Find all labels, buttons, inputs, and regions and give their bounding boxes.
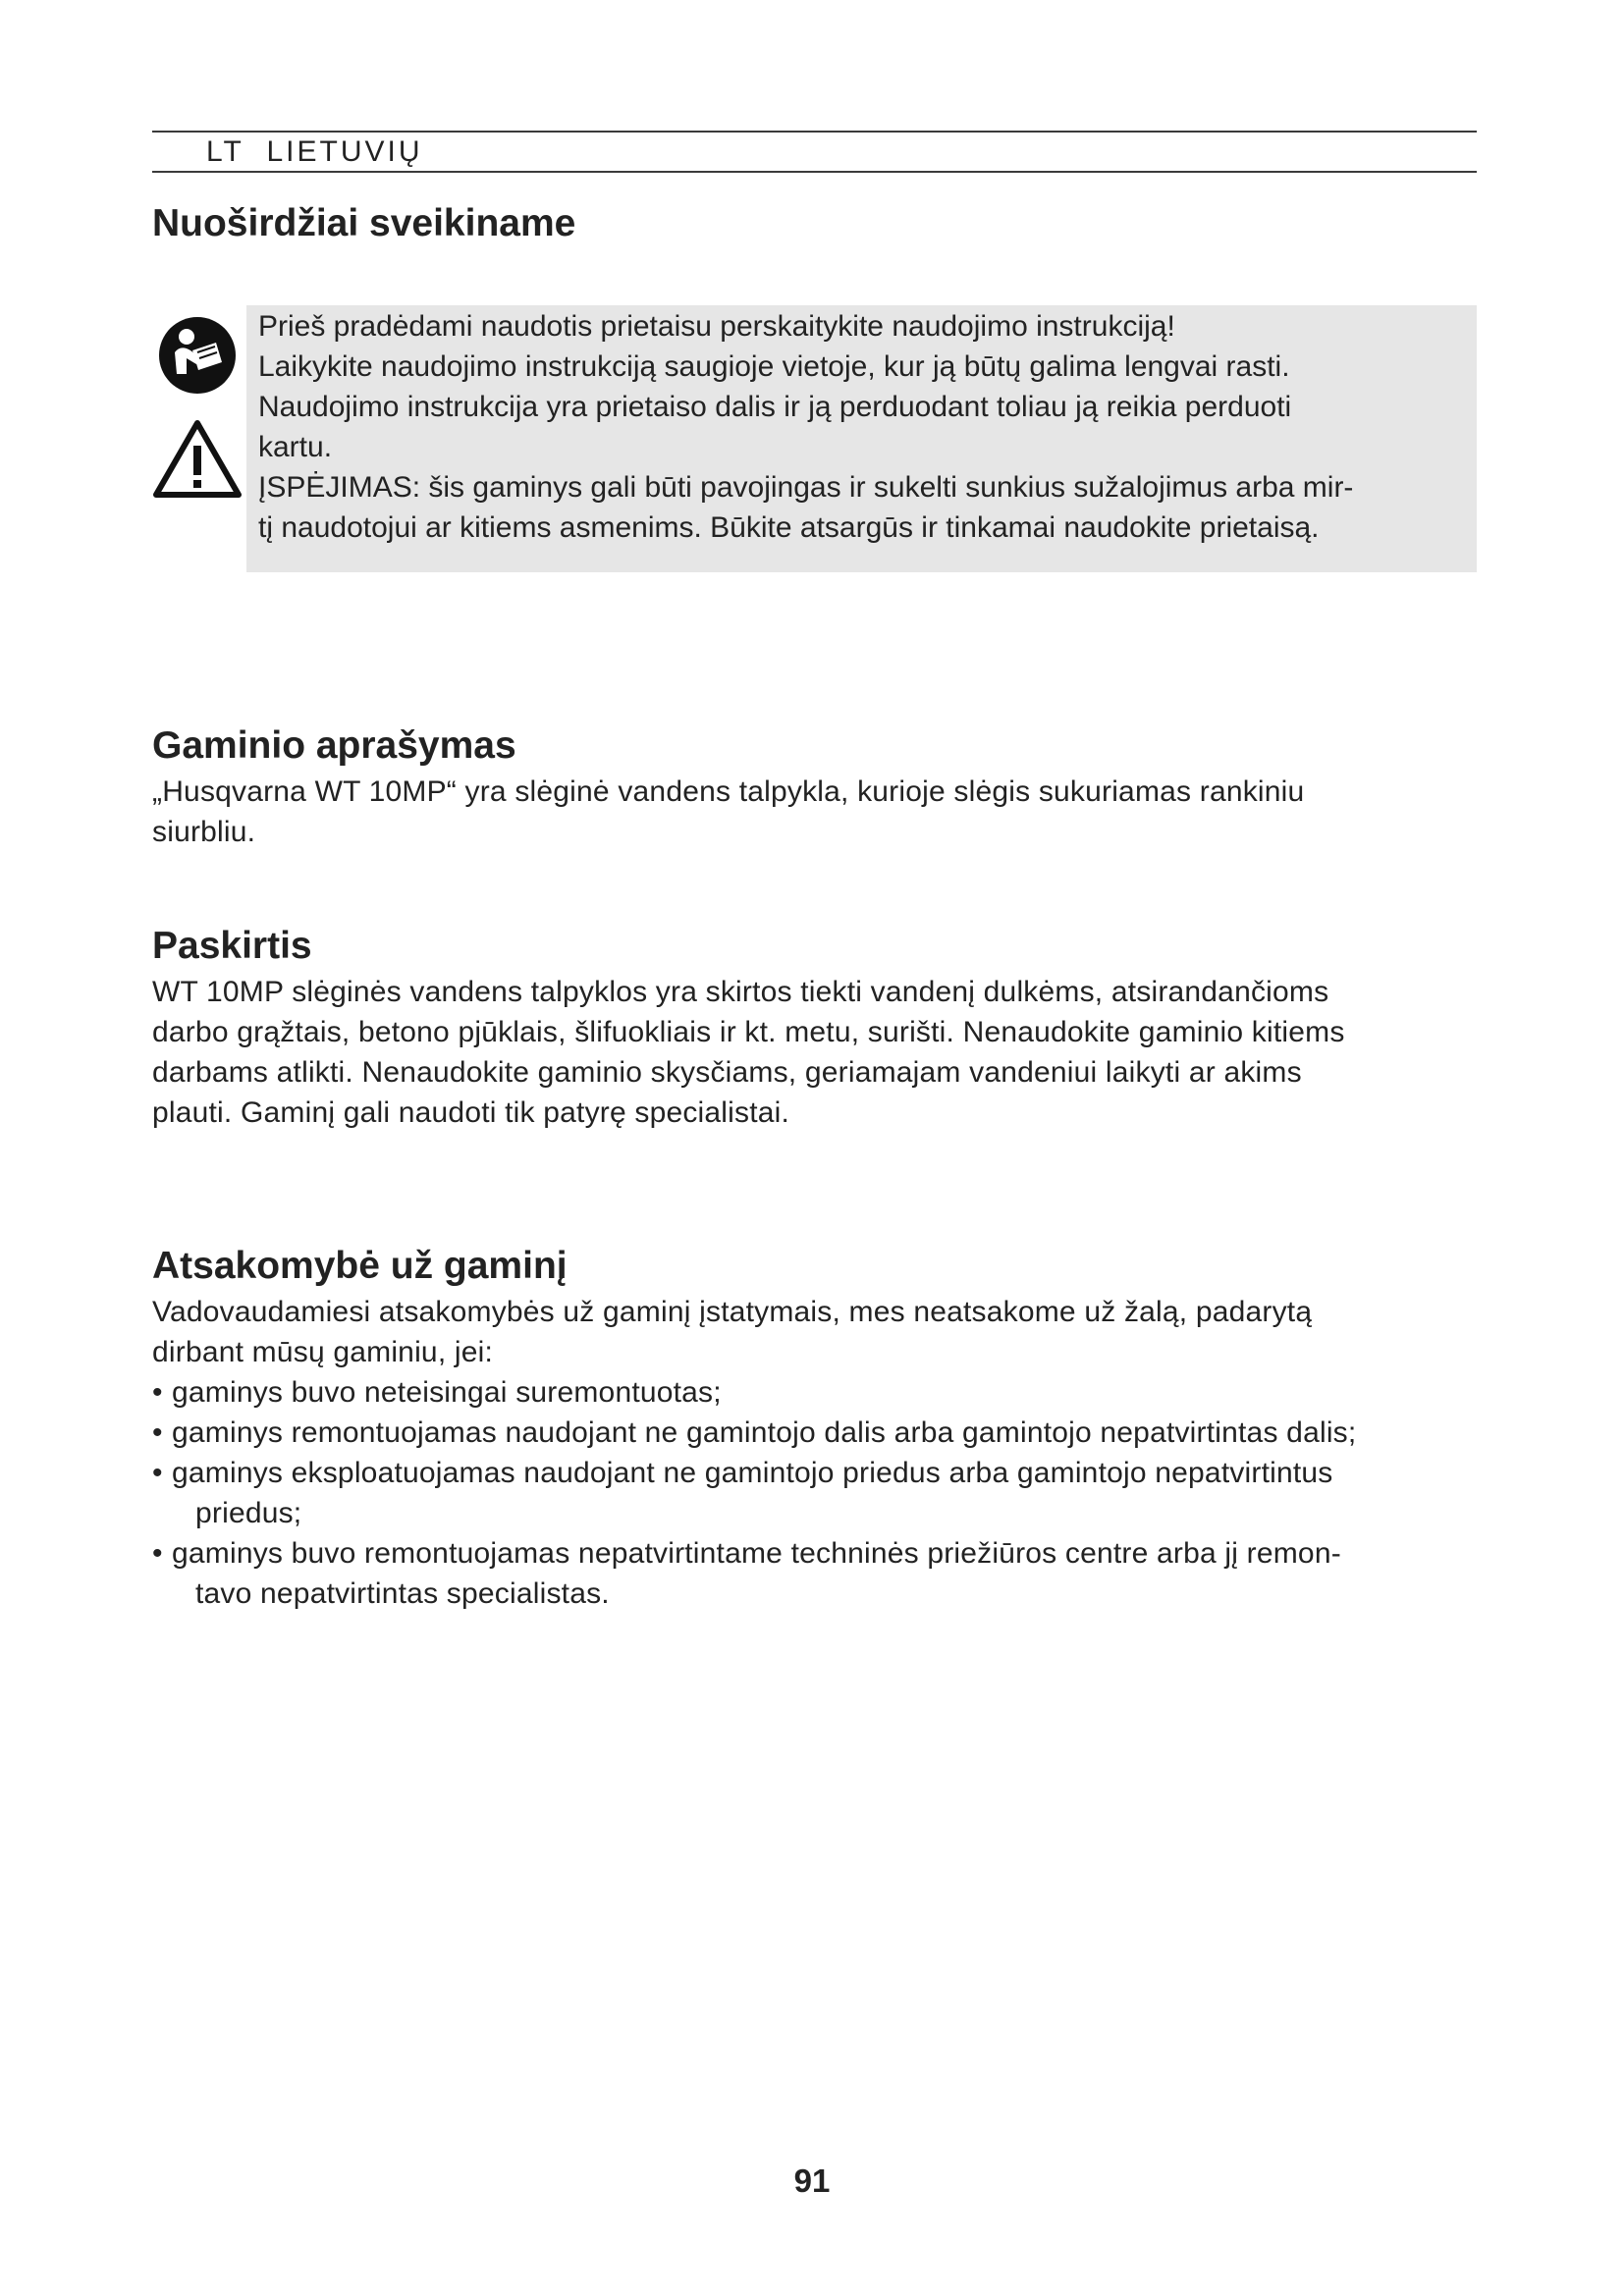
warning-line: tį naudotojui ar kitiems asmenims. Būkite atsargūs ir tinkamai naudokite prietaisą. bbox=[258, 511, 1320, 544]
bullet-mark: • bbox=[152, 1537, 163, 1570]
list-item bbox=[152, 1533, 1488, 1614]
paragraph-line: „Husqvarna WT 10MP“ yra slėginė vandens talpykla, kurioje slėgis sukuriamas rankiniu bbox=[152, 775, 1305, 808]
paragraph-line: dirbant mūsų gaminiu, jei: bbox=[152, 1336, 494, 1368]
list-item bbox=[152, 1372, 1488, 1413]
language-label bbox=[206, 135, 423, 169]
list-item-text: gaminys buvo remontuojamas nepatvirtintame techninės priežiūros centre arba jį remon- bbox=[172, 1537, 1341, 1570]
list-item-text: gaminys eksploatuojamas naudojant ne gamintojo priedus arba gamintojo nepatvirtintus bbox=[172, 1457, 1333, 1489]
liability-text bbox=[152, 1292, 1488, 1614]
paragraph-line: Vadovaudamiesi atsakomybės už gaminį įstatymais, mes neatsakome už žalą, padarytą bbox=[152, 1296, 1313, 1328]
purpose-title: Paskirtis bbox=[152, 925, 312, 967]
safety-notice-box bbox=[246, 305, 1477, 572]
notice-line: Laikykite naudojimo instrukciją saugioje vietoje, kur ją būtų galima lengvai rasti. bbox=[258, 350, 1290, 383]
header-rule-bottom bbox=[152, 171, 1477, 173]
notice-line: Prieš pradėdami naudotis prietaisu perskaitykite naudojimo instrukciją! bbox=[258, 310, 1175, 343]
list-item-continuation: tavo nepatvirtintas specialistas. bbox=[195, 1577, 610, 1610]
list-item bbox=[152, 1413, 1488, 1453]
list-item-text: gaminys remontuojamas naudojant ne gamintojo dalis arba gamintojo nepatvirtintas dalis; bbox=[172, 1416, 1357, 1449]
welcome-title: Nuoširdžiai sveikiname bbox=[152, 202, 576, 244]
description-text bbox=[152, 772, 1488, 852]
list-item-continuation: priedus; bbox=[195, 1497, 302, 1529]
header-rule-top bbox=[152, 131, 1477, 133]
list-item-text: gaminys buvo neteisingai suremontuotas; bbox=[172, 1376, 722, 1409]
liability-title: Atsakomybė už gaminį bbox=[152, 1245, 568, 1287]
list-item bbox=[152, 1453, 1488, 1533]
bullet-mark: • bbox=[152, 1416, 163, 1449]
warning-triangle-icon bbox=[152, 418, 243, 499]
paragraph-line: darbo grąžtais, betono pjūklais, šlifuokliais ir kt. metu, surišti. Nenaudokite gaminio kitiems bbox=[152, 1016, 1345, 1048]
bullet-mark: • bbox=[152, 1457, 163, 1489]
paragraph-line: darbams atlikti. Nenaudokite gaminio skysčiams, geriamajam vandeniui laikyti ar akims bbox=[152, 1056, 1302, 1089]
read-manual-icon bbox=[157, 315, 238, 396]
paragraph-line: WT 10MP slėginės vandens talpyklos yra skirtos tiekti vandenį dulkėms, atsirandančioms bbox=[152, 976, 1329, 1008]
page-number: 91 bbox=[793, 2163, 831, 2199]
notice-line: kartu. bbox=[258, 431, 333, 463]
language-name: LIETUVIŲ bbox=[266, 135, 423, 168]
liability-list bbox=[152, 1372, 1488, 1614]
bullet-mark: • bbox=[152, 1376, 163, 1409]
paragraph-line: siurbliu. bbox=[152, 816, 256, 848]
paragraph-line: plauti. Gaminį gali naudoti tik patyrę specialistai. bbox=[152, 1096, 790, 1129]
description-title: Gaminio aprašymas bbox=[152, 724, 516, 767]
warning-line: ĮSPĖJIMAS: šis gaminys gali būti pavojingas ir sukelti sunkius sužalojimus arba mir- bbox=[258, 471, 1354, 504]
notice-line: Naudojimo instrukcija yra prietaiso dalis ir ją perduodant toliau ją reikia perduoti bbox=[258, 391, 1292, 423]
purpose-text bbox=[152, 972, 1488, 1133]
language-code: LT bbox=[206, 135, 244, 168]
